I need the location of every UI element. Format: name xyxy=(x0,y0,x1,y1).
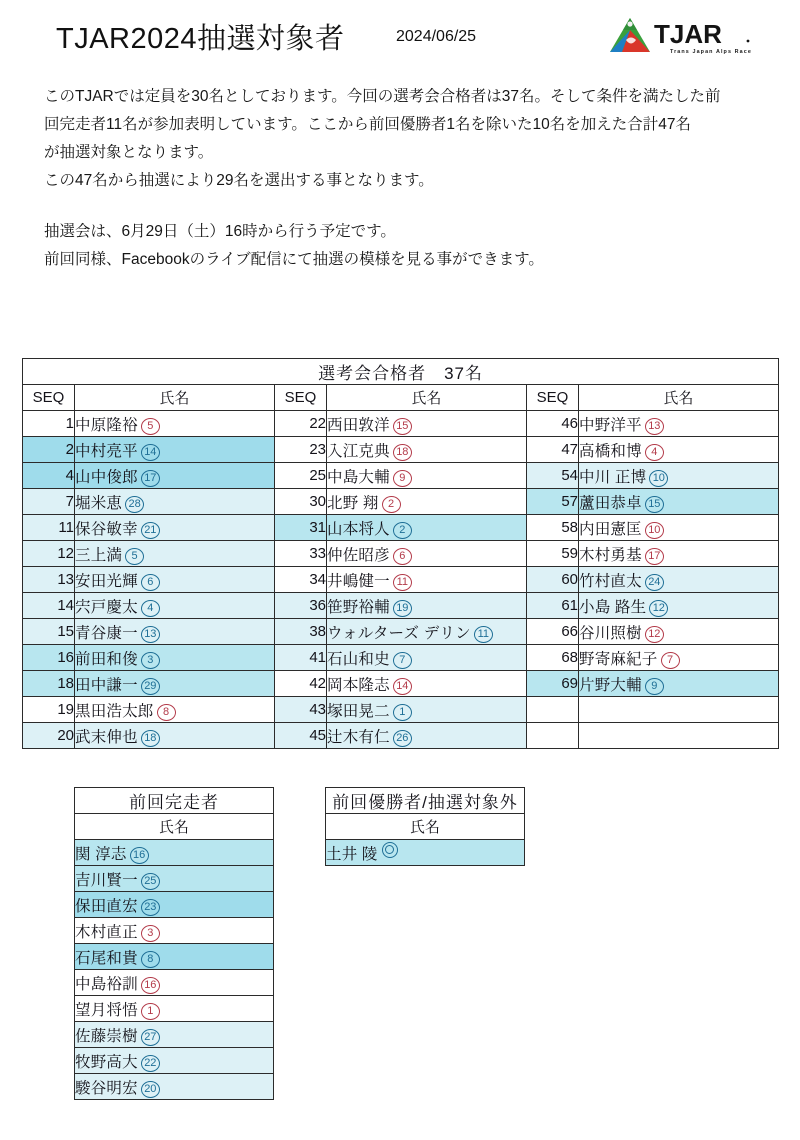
previous-finishers-table xyxy=(74,787,274,1100)
rank-badge: 17 xyxy=(645,548,664,565)
participant-name-cell xyxy=(75,970,274,996)
participant-name: 宍戸慶太 xyxy=(75,598,138,616)
table-body xyxy=(326,840,525,866)
participant-seq-cell: 12 xyxy=(23,541,75,567)
table-header-row xyxy=(326,814,525,840)
participant-name-cell xyxy=(579,437,779,463)
participant-seq-cell: 11 xyxy=(23,515,75,541)
participant-name: 中原隆裕 xyxy=(75,416,138,434)
table-row xyxy=(23,463,779,489)
participant-seq-cell: 36 xyxy=(275,593,327,619)
participant-name-cell xyxy=(327,515,527,541)
participant-seq-cell: 33 xyxy=(275,541,327,567)
participant-name-cell xyxy=(75,1074,274,1100)
participant-name: 中川 正博 xyxy=(579,468,647,486)
participant-name-cell xyxy=(579,697,779,723)
champion-mark-icon xyxy=(382,842,398,858)
page-title: TJAR2024抽選対象者 xyxy=(56,23,345,55)
rank-badge: 24 xyxy=(645,574,664,591)
participant-name-cell xyxy=(75,619,275,645)
rank-badge: 15 xyxy=(393,418,412,435)
table-row xyxy=(23,567,779,593)
participant-name-cell xyxy=(579,619,779,645)
participant-seq-cell: 16 xyxy=(23,645,75,671)
participant-name: 牧野高大 xyxy=(75,1053,138,1071)
participant-name-cell xyxy=(75,515,275,541)
participant-seq-cell: 54 xyxy=(527,463,579,489)
participant-name-cell xyxy=(75,1048,274,1074)
participant-seq-cell: 61 xyxy=(527,593,579,619)
rank-badge: 9 xyxy=(645,678,664,695)
participant-seq-cell: 43 xyxy=(275,697,327,723)
rank-badge: 16 xyxy=(141,977,160,994)
table-row xyxy=(75,970,274,996)
participant-name-cell xyxy=(75,840,274,866)
participant-name-cell xyxy=(579,489,779,515)
participant-seq-cell: 69 xyxy=(527,671,579,697)
participant-name: 堀米恵 xyxy=(75,494,123,512)
rank-badge: 4 xyxy=(645,444,664,461)
rank-badge: 14 xyxy=(393,678,412,695)
table-caption-row xyxy=(75,788,274,814)
rank-badge: 6 xyxy=(141,574,160,591)
participant-seq-cell: 38 xyxy=(275,619,327,645)
tjar-logo-icon xyxy=(608,14,760,58)
table-row xyxy=(75,918,274,944)
participant-seq-cell: 45 xyxy=(275,723,327,749)
participant-seq-cell: 2 xyxy=(23,437,75,463)
document-date: 2024/06/25 xyxy=(396,28,477,45)
participant-seq-cell: 58 xyxy=(527,515,579,541)
participant-name-cell xyxy=(75,489,275,515)
participant-name-cell xyxy=(579,593,779,619)
rank-badge: 29 xyxy=(141,678,160,695)
rank-badge: 15 xyxy=(645,496,664,513)
participant-name: 保田直宏 xyxy=(75,897,138,915)
intro-paragraph-1 xyxy=(44,83,764,195)
intro-line: 回完走者11名が参加表明しています。ここから前回優勝者1名を除いた10名を加えた合計47名 xyxy=(44,116,691,133)
participant-name: 笹野裕輔 xyxy=(327,598,390,616)
participant-name-cell xyxy=(75,892,274,918)
participant-seq-cell: 60 xyxy=(527,567,579,593)
intro-line: が抽選対象となります。 xyxy=(44,144,214,161)
column-header-name-3: 氏名 xyxy=(579,385,779,411)
participant-seq-cell xyxy=(527,723,579,749)
svg-text:TJAR: TJAR xyxy=(654,19,722,49)
rank-badge: 2 xyxy=(382,496,401,513)
participant-name: 駿谷明宏 xyxy=(75,1079,138,1097)
rank-badge: 18 xyxy=(141,730,160,747)
participant-name: 黒田浩太郎 xyxy=(75,702,154,720)
document-header xyxy=(0,0,800,68)
rank-badge: 11 xyxy=(474,626,493,643)
participant-name-cell xyxy=(327,437,527,463)
participant-name: 片野大輔 xyxy=(579,676,642,694)
rank-badge: 23 xyxy=(141,899,160,916)
rank-badge: 14 xyxy=(141,444,160,461)
table-row xyxy=(75,892,274,918)
participant-name-cell xyxy=(579,567,779,593)
participant-name: 竹村直太 xyxy=(579,572,642,590)
participant-name-cell xyxy=(579,515,779,541)
participant-name: 石尾和貴 xyxy=(75,949,138,967)
participant-name-cell xyxy=(75,645,275,671)
table-row xyxy=(75,1022,274,1048)
rank-badge: 7 xyxy=(393,652,412,669)
table-row xyxy=(23,697,779,723)
participant-name: 仲佐昭彦 xyxy=(327,546,390,564)
participant-name-cell xyxy=(579,411,779,437)
participant-name: 三上満 xyxy=(75,546,123,564)
table-caption: 選考会合格者 37名 xyxy=(23,359,779,385)
intro-line: このTJARでは定員を30名としております。今回の選考会合格者は37名。そして条件を満たした前 xyxy=(44,88,721,105)
participant-name: 望月将悟 xyxy=(75,1001,138,1019)
table-body xyxy=(75,840,274,1100)
participant-name-cell xyxy=(327,567,527,593)
participant-name: 石山和史 xyxy=(327,650,390,668)
rank-badge: 22 xyxy=(141,1055,160,1072)
participant-name-cell xyxy=(327,593,527,619)
participant-seq-cell: 19 xyxy=(23,697,75,723)
rank-badge: 8 xyxy=(157,704,176,721)
participant-name-cell xyxy=(75,866,274,892)
rank-badge: 2 xyxy=(393,522,412,539)
participant-seq-cell: 31 xyxy=(275,515,327,541)
participant-name: 西田敦洋 xyxy=(327,416,390,434)
table-row xyxy=(75,1074,274,1100)
column-header-name-1: 氏名 xyxy=(75,385,275,411)
participant-name: 山中俊郎 xyxy=(75,468,138,486)
participant-name-cell xyxy=(579,645,779,671)
participant-name: 岡本隆志 xyxy=(327,676,390,694)
rank-badge: 20 xyxy=(141,1081,160,1098)
participant-name-cell xyxy=(75,671,275,697)
participant-seq-cell: 47 xyxy=(527,437,579,463)
participant-name: 武末伸也 xyxy=(75,728,138,746)
table-row xyxy=(23,593,779,619)
participant-name: 北野 翔 xyxy=(327,494,379,512)
table-header-row xyxy=(75,814,274,840)
rank-badge: 13 xyxy=(645,418,664,435)
table-body xyxy=(23,411,779,749)
rank-badge: 3 xyxy=(141,925,160,942)
participant-name-cell xyxy=(75,411,275,437)
column-header-seq-1: SEQ xyxy=(23,385,75,411)
participant-name: 中野洋平 xyxy=(579,416,642,434)
table-caption-row xyxy=(23,359,779,385)
participant-name: 谷川照樹 xyxy=(579,624,642,642)
participant-seq-cell: 46 xyxy=(527,411,579,437)
participant-name-cell xyxy=(579,671,779,697)
participant-name-cell xyxy=(75,567,275,593)
intro-paragraph-2 xyxy=(44,218,764,274)
rank-badge: 12 xyxy=(649,600,668,617)
participant-name: 山本将人 xyxy=(327,520,390,538)
participant-name-cell xyxy=(327,697,527,723)
participant-name-cell xyxy=(327,463,527,489)
rank-badge: 18 xyxy=(393,444,412,461)
participant-seq-cell: 13 xyxy=(23,567,75,593)
svg-text:Trans Japan Alps Race: Trans Japan Alps Race xyxy=(670,49,752,55)
column-header-seq-2: SEQ xyxy=(275,385,327,411)
participant-name-cell xyxy=(326,840,525,866)
rank-badge: 10 xyxy=(645,522,664,539)
rank-badge: 16 xyxy=(130,847,149,864)
rank-badge: 1 xyxy=(393,704,412,721)
participant-name: 小島 路生 xyxy=(579,598,647,616)
participant-name-cell xyxy=(75,437,275,463)
participant-seq-cell: 68 xyxy=(527,645,579,671)
rank-badge: 12 xyxy=(645,626,664,643)
rank-badge: 27 xyxy=(141,1029,160,1046)
participant-seq-cell: 59 xyxy=(527,541,579,567)
participant-name-cell xyxy=(579,541,779,567)
participant-seq-cell: 20 xyxy=(23,723,75,749)
participant-name-cell xyxy=(75,918,274,944)
intro-line: 抽選会は、6月29日（土）16時から行う予定です。 xyxy=(44,223,396,240)
participant-name: 内田憲匡 xyxy=(579,520,642,538)
rank-badge: 9 xyxy=(393,470,412,487)
participant-name: 蘆田恭卓 xyxy=(579,494,642,512)
table-caption: 前回完走者 xyxy=(75,788,274,814)
participant-name-cell xyxy=(75,996,274,1022)
participant-name: 青谷康一 xyxy=(75,624,138,642)
rank-badge: 3 xyxy=(141,652,160,669)
column-header-name: 氏名 xyxy=(75,814,274,840)
participant-name: 安田光輝 xyxy=(75,572,138,590)
table-row xyxy=(23,489,779,515)
rank-badge: 17 xyxy=(141,470,160,487)
participant-seq-cell: 41 xyxy=(275,645,327,671)
table-row xyxy=(75,866,274,892)
participant-name-cell xyxy=(75,541,275,567)
participant-name: 中島大輔 xyxy=(327,468,390,486)
table-row xyxy=(23,437,779,463)
table-row xyxy=(23,411,779,437)
participant-name-cell xyxy=(579,463,779,489)
column-header-name: 氏名 xyxy=(326,814,525,840)
table-row xyxy=(23,515,779,541)
participant-name-cell xyxy=(75,944,274,970)
participant-name: 中村亮平 xyxy=(75,442,138,460)
rank-badge: 4 xyxy=(141,600,160,617)
intro-line: この47名から抽選により29名を選出する事となります。 xyxy=(44,172,434,189)
rank-badge: 28 xyxy=(125,496,144,513)
participant-seq-cell: 22 xyxy=(275,411,327,437)
table-row xyxy=(75,1048,274,1074)
participant-seq-cell: 4 xyxy=(23,463,75,489)
participant-name: 入江克典 xyxy=(327,442,390,460)
rank-badge: 8 xyxy=(141,951,160,968)
participant-name: 佐藤崇樹 xyxy=(75,1027,138,1045)
participant-seq-cell: 66 xyxy=(527,619,579,645)
participant-name-cell xyxy=(75,593,275,619)
table-row xyxy=(23,645,779,671)
participant-seq-cell: 18 xyxy=(23,671,75,697)
participant-name: 木村勇基 xyxy=(579,546,642,564)
participant-name: ウォルターズ デリン xyxy=(327,624,471,642)
rank-badge: 19 xyxy=(393,600,412,617)
table-caption-row xyxy=(326,788,525,814)
participant-seq-cell: 23 xyxy=(275,437,327,463)
participant-name: 保谷敏幸 xyxy=(75,520,138,538)
participant-name-cell xyxy=(327,723,527,749)
participant-name: 吉川賢一 xyxy=(75,871,138,889)
table-row xyxy=(75,944,274,970)
participant-name-cell xyxy=(75,463,275,489)
rank-badge: 1 xyxy=(141,1003,160,1020)
participant-seq-cell xyxy=(527,697,579,723)
participant-name-cell xyxy=(327,411,527,437)
rank-badge: 13 xyxy=(141,626,160,643)
intro-line: 前回同様、Facebookのライブ配信にて抽選の模様を見る事ができます。 xyxy=(44,251,544,268)
participant-seq-cell: 34 xyxy=(275,567,327,593)
participant-name: 高橋和博 xyxy=(579,442,642,460)
participant-name: 辻木有仁 xyxy=(327,728,390,746)
rank-badge: 25 xyxy=(141,873,160,890)
rank-badge: 7 xyxy=(661,652,680,669)
rank-badge: 6 xyxy=(393,548,412,565)
participant-name-cell xyxy=(579,723,779,749)
participant-name-cell xyxy=(75,723,275,749)
participant-name: 前田和俊 xyxy=(75,650,138,668)
participant-name-cell xyxy=(327,619,527,645)
participant-name: 土井 陵 xyxy=(326,845,378,863)
rank-badge: 5 xyxy=(125,548,144,565)
column-header-name-2: 氏名 xyxy=(327,385,527,411)
participant-seq-cell: 7 xyxy=(23,489,75,515)
participant-name-cell xyxy=(75,697,275,723)
rank-badge: 11 xyxy=(393,574,412,591)
participant-name: 田中謙一 xyxy=(75,676,138,694)
participant-seq-cell: 42 xyxy=(275,671,327,697)
participant-name: 関 淳志 xyxy=(75,845,127,863)
participant-name: 野寄麻紀子 xyxy=(579,650,658,668)
participant-name-cell xyxy=(327,541,527,567)
rank-badge: 26 xyxy=(393,730,412,747)
participant-seq-cell: 30 xyxy=(275,489,327,515)
table-row xyxy=(75,996,274,1022)
table-row xyxy=(23,541,779,567)
selection-result-table xyxy=(22,358,779,749)
participant-name: 木村直正 xyxy=(75,923,138,941)
participant-name: 塚田晃二 xyxy=(327,702,390,720)
table-row xyxy=(23,619,779,645)
participant-seq-cell: 15 xyxy=(23,619,75,645)
participant-name-cell xyxy=(75,1022,274,1048)
participant-name-cell xyxy=(327,645,527,671)
participant-seq-cell: 14 xyxy=(23,593,75,619)
table-row xyxy=(23,723,779,749)
table-header-row xyxy=(23,385,779,411)
previous-champion-table xyxy=(325,787,525,866)
tjar-logo xyxy=(608,14,760,58)
participant-name: 中島裕訓 xyxy=(75,975,138,993)
participant-seq-cell: 1 xyxy=(23,411,75,437)
participant-seq-cell: 25 xyxy=(275,463,327,489)
participant-name-cell xyxy=(327,489,527,515)
table-row xyxy=(326,840,525,866)
column-header-seq-3: SEQ xyxy=(527,385,579,411)
participant-name: 井嶋健一 xyxy=(327,572,390,590)
rank-badge: 5 xyxy=(141,418,160,435)
rank-badge: 21 xyxy=(141,522,160,539)
table-caption: 前回優勝者/抽選対象外 xyxy=(326,788,525,814)
participant-seq-cell: 57 xyxy=(527,489,579,515)
table-row xyxy=(75,840,274,866)
participant-name-cell xyxy=(327,671,527,697)
rank-badge: 10 xyxy=(649,470,668,487)
table-row xyxy=(23,671,779,697)
